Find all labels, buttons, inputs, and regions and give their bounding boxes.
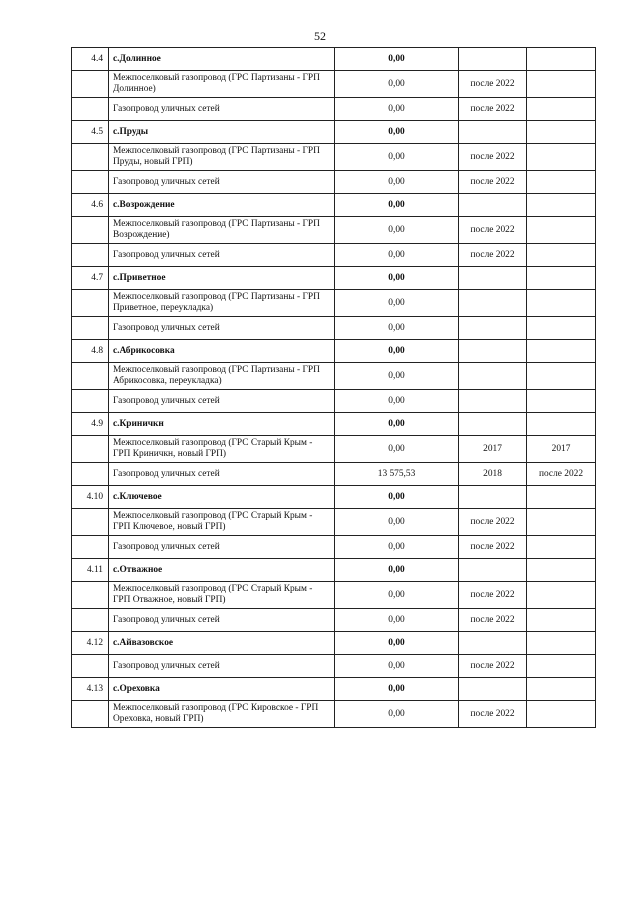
object-col4 [527,582,596,609]
object-col4 [527,290,596,317]
section-row [72,340,596,363]
object-col4 [527,655,596,678]
settlement-name: с.Ключевое [109,486,335,509]
section-value: 0,00 [335,340,459,363]
object-name: Межпоселковый газопровод (ГРС Старый Крым - ГРП Ключевое, новый ГРП) [109,509,335,536]
section-number: 4.4 [72,48,109,71]
object-value: 0,00 [335,71,459,98]
object-value: 0,00 [335,509,459,536]
object-col4 [527,71,596,98]
object-col3: после 2022 [459,144,527,171]
object-value: 0,00 [335,171,459,194]
section-row [72,413,596,436]
object-name: Межпоселковый газопровод (ГРС Кировское - ГРП Ореховка, новый ГРП) [109,701,335,728]
object-col3: после 2022 [459,609,527,632]
row-number [72,509,109,536]
object-name: Межпоселковый газопровод (ГРС Старый Крым - ГРП Криничкн, новый ГРП) [109,436,335,463]
object-col4 [527,536,596,559]
section-col4 [527,340,596,363]
object-value: 0,00 [335,217,459,244]
section-number: 4.12 [72,632,109,655]
section-number: 4.9 [72,413,109,436]
section-row [72,121,596,144]
object-col3: после 2022 [459,98,527,121]
section-col4 [527,121,596,144]
object-name: Газопровод уличных сетей [109,536,335,559]
section-col4 [527,486,596,509]
settlement-name: с.Отважное [109,559,335,582]
settlement-name: с.Приветное [109,267,335,290]
section-col3 [459,632,527,655]
section-col4 [527,194,596,217]
object-name: Межпоселковый газопровод (ГРС Партизаны - ГРП Возрождение) [109,217,335,244]
object-name: Газопровод уличных сетей [109,317,335,340]
settlement-name: с.Долинное [109,48,335,71]
object-name: Межпоселковый газопровод (ГРС Старый Крым - ГРП Отважное, новый ГРП) [109,582,335,609]
object-value: 13 575,53 [335,463,459,486]
object-value: 0,00 [335,609,459,632]
table-row [72,463,596,486]
section-value: 0,00 [335,194,459,217]
row-number [72,144,109,171]
object-col4 [527,509,596,536]
object-value: 0,00 [335,98,459,121]
object-col3 [459,390,527,413]
section-col4 [527,48,596,71]
object-col3: после 2022 [459,655,527,678]
object-col3 [459,363,527,390]
row-number [72,436,109,463]
table-row [72,536,596,559]
section-number: 4.7 [72,267,109,290]
object-name: Газопровод уличных сетей [109,655,335,678]
object-value: 0,00 [335,536,459,559]
settlement-name: с.Возрождение [109,194,335,217]
object-name: Газопровод уличных сетей [109,390,335,413]
table-row [72,244,596,267]
row-number [72,655,109,678]
table-row [72,71,596,98]
table-row [72,217,596,244]
object-value: 0,00 [335,290,459,317]
object-col4 [527,363,596,390]
object-col3: после 2022 [459,701,527,728]
section-col3 [459,678,527,701]
settlement-name: с.Абрикосовка [109,340,335,363]
section-row [72,678,596,701]
section-value: 0,00 [335,413,459,436]
section-col4 [527,267,596,290]
table-row [72,144,596,171]
object-col3: после 2022 [459,171,527,194]
object-name: Межпоселковый газопровод (ГРС Партизаны - ГРП Приветное, переукладка) [109,290,335,317]
section-col3 [459,486,527,509]
settlement-name: с.Криничкн [109,413,335,436]
object-col4: 2017 [527,436,596,463]
row-number [72,363,109,390]
gas-pipeline-table [71,47,596,728]
row-number [72,609,109,632]
object-name: Межпоселковый газопровод (ГРС Партизаны - ГРП Абрикосовка, переукладка) [109,363,335,390]
object-name: Газопровод уличных сетей [109,609,335,632]
section-row [72,267,596,290]
section-value: 0,00 [335,121,459,144]
row-number [72,582,109,609]
row-number [72,317,109,340]
section-value: 0,00 [335,267,459,290]
table-row [72,171,596,194]
object-col4 [527,144,596,171]
object-col4 [527,701,596,728]
section-value: 0,00 [335,559,459,582]
object-col3: после 2022 [459,509,527,536]
section-number: 4.5 [72,121,109,144]
section-number: 4.8 [72,340,109,363]
section-row [72,559,596,582]
table-row [72,390,596,413]
row-number [72,701,109,728]
object-name: Газопровод уличных сетей [109,244,335,267]
object-value: 0,00 [335,582,459,609]
row-number [72,244,109,267]
settlement-name: с.Айвазовское [109,632,335,655]
section-col4 [527,413,596,436]
object-value: 0,00 [335,144,459,171]
table-row [72,655,596,678]
section-col4 [527,632,596,655]
object-col3: после 2022 [459,244,527,267]
section-col3 [459,48,527,71]
section-number: 4.10 [72,486,109,509]
section-value: 0,00 [335,678,459,701]
table-body [72,48,596,728]
section-col4 [527,678,596,701]
object-name: Межпоселковый газопровод (ГРС Партизаны - ГРП Долинное) [109,71,335,98]
row-number [72,98,109,121]
section-col3 [459,121,527,144]
table-row [72,582,596,609]
object-name: Межпоселковый газопровод (ГРС Партизаны - ГРП Пруды, новый ГРП) [109,144,335,171]
object-value: 0,00 [335,436,459,463]
object-col4: после 2022 [527,463,596,486]
section-value: 0,00 [335,48,459,71]
object-name: Газопровод уличных сетей [109,463,335,486]
section-row [72,486,596,509]
settlement-name: с.Ореховка [109,678,335,701]
row-number [72,390,109,413]
object-col4 [527,317,596,340]
object-col3: после 2022 [459,582,527,609]
row-number [72,171,109,194]
section-col4 [527,559,596,582]
row-number [72,290,109,317]
section-col3 [459,194,527,217]
section-number: 4.13 [72,678,109,701]
section-value: 0,00 [335,632,459,655]
section-row [72,632,596,655]
row-number [72,71,109,98]
object-col3: после 2022 [459,217,527,244]
section-value: 0,00 [335,486,459,509]
object-col4 [527,390,596,413]
object-value: 0,00 [335,244,459,267]
object-col3 [459,290,527,317]
object-name: Газопровод уличных сетей [109,171,335,194]
object-col3: 2017 [459,436,527,463]
object-col4 [527,609,596,632]
page-number: 52 [314,29,326,43]
object-col4 [527,217,596,244]
section-row [72,194,596,217]
object-value: 0,00 [335,390,459,413]
object-value: 0,00 [335,655,459,678]
section-number: 4.6 [72,194,109,217]
settlement-name: с.Пруды [109,121,335,144]
object-value: 0,00 [335,317,459,340]
table-row [72,509,596,536]
table-row [72,609,596,632]
table-row [72,98,596,121]
table-row [72,701,596,728]
table-row [72,436,596,463]
section-number: 4.11 [72,559,109,582]
section-col3 [459,340,527,363]
object-value: 0,00 [335,701,459,728]
section-col3 [459,267,527,290]
object-col3: 2018 [459,463,527,486]
table-row [72,290,596,317]
table-row [72,317,596,340]
row-number [72,463,109,486]
object-col3: после 2022 [459,71,527,98]
row-number [72,217,109,244]
table-row [72,363,596,390]
object-col4 [527,244,596,267]
object-value: 0,00 [335,363,459,390]
object-col3 [459,317,527,340]
section-col3 [459,559,527,582]
object-col4 [527,171,596,194]
section-col3 [459,413,527,436]
object-name: Газопровод уличных сетей [109,98,335,121]
section-row [72,48,596,71]
row-number [72,536,109,559]
object-col3: после 2022 [459,536,527,559]
object-col4 [527,98,596,121]
